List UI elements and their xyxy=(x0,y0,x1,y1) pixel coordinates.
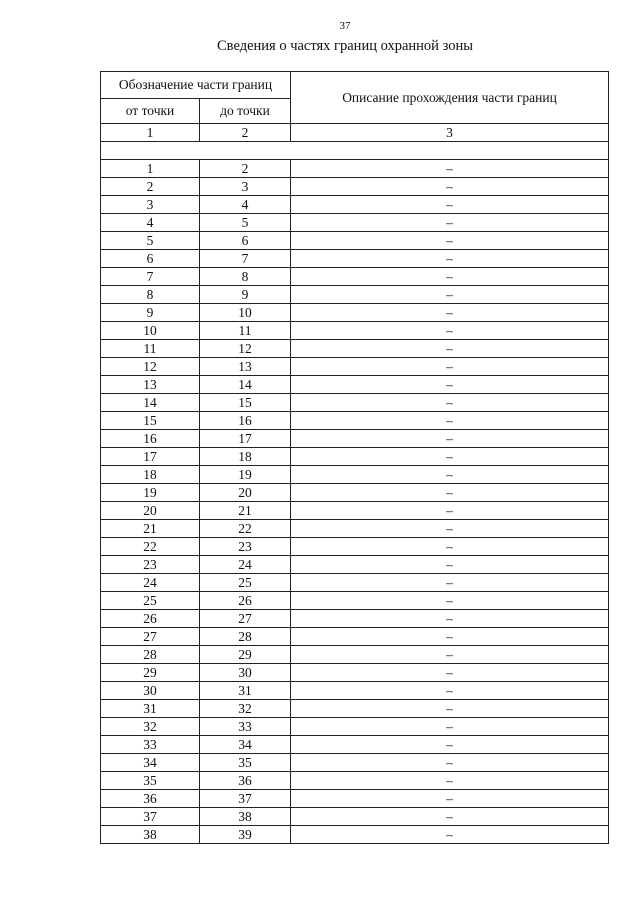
table-row xyxy=(101,790,609,808)
from-point-cell: 22 xyxy=(101,538,200,556)
table-row xyxy=(101,772,609,790)
from-point-cell: 15 xyxy=(101,412,200,430)
description-cell: – xyxy=(291,358,609,376)
from-point-cell: 27 xyxy=(101,628,200,646)
description-cell: – xyxy=(291,772,609,790)
table-row xyxy=(101,592,609,610)
description-cell: – xyxy=(291,574,609,592)
description-cell: – xyxy=(291,268,609,286)
from-point-cell: 28 xyxy=(101,646,200,664)
to-point-cell: 14 xyxy=(200,376,291,394)
from-point-cell: 38 xyxy=(101,826,200,844)
description-cell: – xyxy=(291,448,609,466)
to-point-cell: 26 xyxy=(200,592,291,610)
table-row xyxy=(101,808,609,826)
from-point-cell: 11 xyxy=(101,340,200,358)
header-boundary-designation: Обозначение части границ xyxy=(101,72,291,99)
from-point-cell: 1 xyxy=(101,160,200,178)
table-row xyxy=(101,538,609,556)
to-point-cell: 21 xyxy=(200,502,291,520)
to-point-cell: 6 xyxy=(200,232,291,250)
table-row xyxy=(101,484,609,502)
header-to-point: до точки xyxy=(200,99,291,124)
to-point-cell: 19 xyxy=(200,466,291,484)
description-cell: – xyxy=(291,250,609,268)
from-point-cell: 36 xyxy=(101,790,200,808)
table-row xyxy=(101,556,609,574)
to-point-cell: 3 xyxy=(200,178,291,196)
from-point-cell: 4 xyxy=(101,214,200,232)
header-from-point: от точки xyxy=(101,99,200,124)
to-point-cell: 11 xyxy=(200,322,291,340)
to-point-cell: 38 xyxy=(200,808,291,826)
description-cell: – xyxy=(291,484,609,502)
to-point-cell: 17 xyxy=(200,430,291,448)
to-point-cell: 33 xyxy=(200,718,291,736)
boundary-parts-table xyxy=(100,71,609,844)
table-row xyxy=(101,340,609,358)
to-point-cell: 2 xyxy=(200,160,291,178)
description-cell: – xyxy=(291,214,609,232)
to-point-cell: 8 xyxy=(200,268,291,286)
from-point-cell: 32 xyxy=(101,718,200,736)
description-cell: – xyxy=(291,664,609,682)
to-point-cell: 10 xyxy=(200,304,291,322)
from-point-cell: 37 xyxy=(101,808,200,826)
description-cell: – xyxy=(291,178,609,196)
table-row xyxy=(101,304,609,322)
description-cell: – xyxy=(291,682,609,700)
to-point-cell: 39 xyxy=(200,826,291,844)
to-point-cell: 35 xyxy=(200,754,291,772)
table-row xyxy=(101,394,609,412)
column-number-3: 3 xyxy=(291,124,609,142)
to-point-cell: 4 xyxy=(200,196,291,214)
description-cell: – xyxy=(291,286,609,304)
description-cell: – xyxy=(291,538,609,556)
from-point-cell: 7 xyxy=(101,268,200,286)
to-point-cell: 22 xyxy=(200,520,291,538)
to-point-cell: 25 xyxy=(200,574,291,592)
table-row xyxy=(101,286,609,304)
to-point-cell: 37 xyxy=(200,790,291,808)
description-cell: – xyxy=(291,466,609,484)
from-point-cell: 16 xyxy=(101,430,200,448)
from-point-cell: 21 xyxy=(101,520,200,538)
table-row xyxy=(101,430,609,448)
description-cell: – xyxy=(291,502,609,520)
to-point-cell: 29 xyxy=(200,646,291,664)
description-cell: – xyxy=(291,376,609,394)
description-cell: – xyxy=(291,592,609,610)
table-row xyxy=(101,754,609,772)
description-cell: – xyxy=(291,304,609,322)
table-body xyxy=(101,160,609,844)
description-cell: – xyxy=(291,646,609,664)
column-number-1: 1 xyxy=(101,124,200,142)
table-row xyxy=(101,466,609,484)
to-point-cell: 27 xyxy=(200,610,291,628)
to-point-cell: 16 xyxy=(200,412,291,430)
from-point-cell: 18 xyxy=(101,466,200,484)
description-cell: – xyxy=(291,232,609,250)
description-cell: – xyxy=(291,826,609,844)
from-point-cell: 8 xyxy=(101,286,200,304)
description-cell: – xyxy=(291,430,609,448)
to-point-cell: 34 xyxy=(200,736,291,754)
description-cell: – xyxy=(291,790,609,808)
from-point-cell: 35 xyxy=(101,772,200,790)
table-row xyxy=(101,610,609,628)
to-point-cell: 13 xyxy=(200,358,291,376)
to-point-cell: 5 xyxy=(200,214,291,232)
from-point-cell: 5 xyxy=(101,232,200,250)
to-point-cell: 18 xyxy=(200,448,291,466)
to-point-cell: 32 xyxy=(200,700,291,718)
to-point-cell: 30 xyxy=(200,664,291,682)
header-description: Описание прохождения части границ xyxy=(291,72,609,124)
table-row xyxy=(101,628,609,646)
from-point-cell: 3 xyxy=(101,196,200,214)
to-point-cell: 31 xyxy=(200,682,291,700)
from-point-cell: 33 xyxy=(101,736,200,754)
description-cell: – xyxy=(291,754,609,772)
table-row xyxy=(101,322,609,340)
description-cell: – xyxy=(291,520,609,538)
from-point-cell: 34 xyxy=(101,754,200,772)
from-point-cell: 23 xyxy=(101,556,200,574)
from-point-cell: 20 xyxy=(101,502,200,520)
table-row xyxy=(101,214,609,232)
from-point-cell: 2 xyxy=(101,178,200,196)
from-point-cell: 12 xyxy=(101,358,200,376)
table-row xyxy=(101,268,609,286)
from-point-cell: 6 xyxy=(101,250,200,268)
table-row xyxy=(101,232,609,250)
table-row xyxy=(101,700,609,718)
table-row xyxy=(101,376,609,394)
description-cell: – xyxy=(291,556,609,574)
table-row xyxy=(101,412,609,430)
description-cell: – xyxy=(291,736,609,754)
to-point-cell: 23 xyxy=(200,538,291,556)
from-point-cell: 26 xyxy=(101,610,200,628)
from-point-cell: 9 xyxy=(101,304,200,322)
blank-separator-row xyxy=(101,142,609,160)
to-point-cell: 9 xyxy=(200,286,291,304)
description-cell: – xyxy=(291,628,609,646)
table-row xyxy=(101,196,609,214)
to-point-cell: 28 xyxy=(200,628,291,646)
description-cell: – xyxy=(291,340,609,358)
table-row xyxy=(101,250,609,268)
description-cell: – xyxy=(291,808,609,826)
from-point-cell: 19 xyxy=(101,484,200,502)
to-point-cell: 36 xyxy=(200,772,291,790)
to-point-cell: 20 xyxy=(200,484,291,502)
table-row xyxy=(101,736,609,754)
page-number: 37 xyxy=(339,20,351,32)
document-title: Сведения о частях границ охранной зоны xyxy=(217,38,473,54)
from-point-cell: 13 xyxy=(101,376,200,394)
table-row xyxy=(101,646,609,664)
from-point-cell: 31 xyxy=(101,700,200,718)
description-cell: – xyxy=(291,394,609,412)
from-point-cell: 14 xyxy=(101,394,200,412)
table-row xyxy=(101,502,609,520)
table-row xyxy=(101,178,609,196)
from-point-cell: 17 xyxy=(101,448,200,466)
from-point-cell: 30 xyxy=(101,682,200,700)
table-row xyxy=(101,682,609,700)
from-point-cell: 25 xyxy=(101,592,200,610)
description-cell: – xyxy=(291,700,609,718)
to-point-cell: 12 xyxy=(200,340,291,358)
to-point-cell: 7 xyxy=(200,250,291,268)
description-cell: – xyxy=(291,610,609,628)
to-point-cell: 24 xyxy=(200,556,291,574)
from-point-cell: 29 xyxy=(101,664,200,682)
description-cell: – xyxy=(291,322,609,340)
table-row xyxy=(101,448,609,466)
table-row xyxy=(101,160,609,178)
column-number-2: 2 xyxy=(200,124,291,142)
table-row xyxy=(101,358,609,376)
table-row xyxy=(101,826,609,844)
description-cell: – xyxy=(291,718,609,736)
from-point-cell: 10 xyxy=(101,322,200,340)
table-row xyxy=(101,574,609,592)
description-cell: – xyxy=(291,160,609,178)
description-cell: – xyxy=(291,412,609,430)
description-cell: – xyxy=(291,196,609,214)
table-row xyxy=(101,664,609,682)
to-point-cell: 15 xyxy=(200,394,291,412)
from-point-cell: 24 xyxy=(101,574,200,592)
table-row xyxy=(101,520,609,538)
table-row xyxy=(101,718,609,736)
